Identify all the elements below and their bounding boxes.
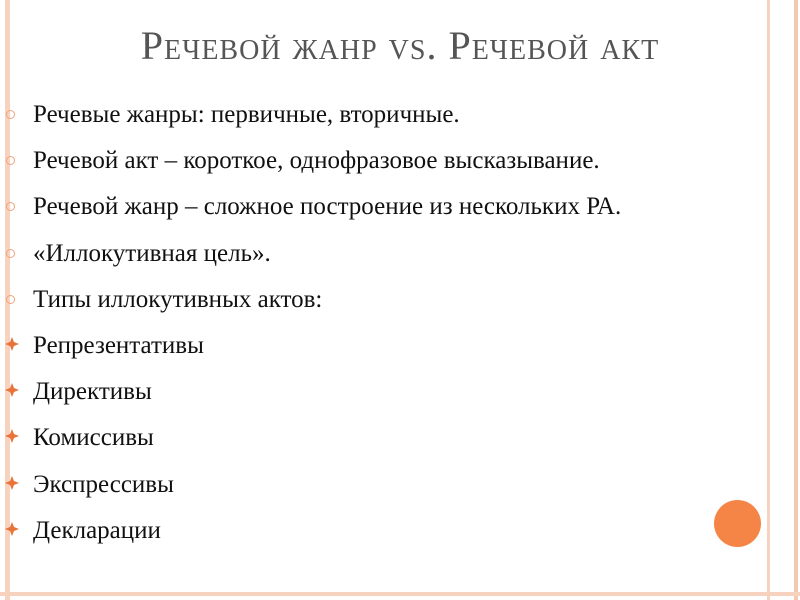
slide-title: Речевой жанр vs. Речевой акт <box>140 23 660 68</box>
bullet-item <box>0 189 770 235</box>
circle-bullet-icon <box>6 156 15 165</box>
bullet-text: Речевые жанры: первичные, вторичные. <box>33 101 460 128</box>
bullet-text: Речевой жанр – сложное построение из нескольких РА. <box>33 193 622 221</box>
bullet-item <box>0 236 770 282</box>
bullet-item <box>0 513 770 559</box>
bullet-text: Директивы <box>33 378 152 406</box>
diamond-bullet-icon <box>5 337 19 351</box>
bullet-text: Репрезентативы <box>33 331 204 359</box>
bullet-text: Экспрессивы <box>33 470 174 498</box>
circle-bullet-icon <box>6 202 15 211</box>
diamond-bullet-icon <box>5 383 19 397</box>
bullet-text: Декларации <box>33 516 161 544</box>
bullet-text: Речевой акт – короткое, однофразовое высказывание. <box>33 147 600 175</box>
bullet-item <box>0 143 770 189</box>
circle-bullet-icon <box>6 249 15 258</box>
bullet-item <box>0 97 770 143</box>
bullet-item <box>0 467 770 513</box>
diamond-bullet-icon <box>5 522 19 536</box>
bullet-item <box>0 328 770 374</box>
frame-bottom-line <box>0 592 800 596</box>
bullet-item <box>0 374 770 420</box>
diamond-bullet-icon <box>5 476 19 490</box>
bullet-list <box>0 97 770 559</box>
bullet-text: Типы иллокутивных актов: <box>33 285 323 313</box>
circle-bullet-icon <box>6 295 15 304</box>
diamond-bullet-icon <box>5 429 19 443</box>
bullet-text: «Иллокутивная цель». <box>33 239 271 267</box>
circle-bullet-icon <box>6 110 15 119</box>
frame-right-outer-line <box>794 0 798 600</box>
bullet-text: Комиссивы <box>33 424 154 452</box>
bullet-item <box>0 420 770 466</box>
bullet-item <box>0 282 770 328</box>
